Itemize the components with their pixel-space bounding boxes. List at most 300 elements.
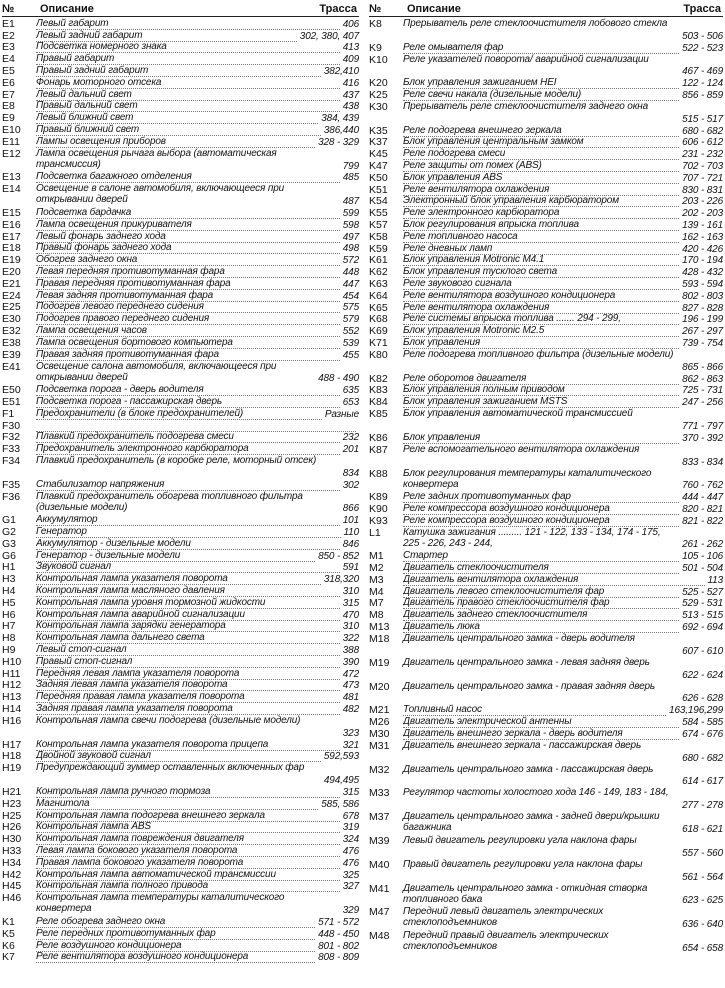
- component-code: K8: [369, 18, 382, 30]
- table-row: [2, 219, 359, 231]
- table-row: [369, 609, 723, 621]
- component-route: 231 - 232: [682, 149, 723, 161]
- component-route: 501 - 504: [682, 563, 723, 575]
- table-row: [2, 172, 359, 184]
- component-route: 692 - 694: [682, 622, 723, 634]
- component-route: 552: [342, 325, 359, 337]
- component-code: K88: [369, 467, 388, 480]
- component-description: Двигатель внешнего зеркала - пассажирская дверь: [403, 739, 642, 751]
- component-description: Стартер: [403, 550, 679, 562]
- component-description: Контрольная лампа свечи подогрева (дизельные модели): [36, 715, 301, 727]
- component-code: M48: [369, 930, 390, 943]
- component-description: Левый задний габарит: [36, 30, 297, 42]
- component-code: E7: [2, 88, 15, 101]
- component-description: Лампа освещения прикуривателя: [36, 219, 340, 231]
- component-description: Подсветка номерного знака: [36, 41, 340, 53]
- component-description: Правый дальний свет: [36, 100, 340, 112]
- right-column: [369, 2, 723, 954]
- component-code: K51: [369, 183, 388, 196]
- component-description: Контрольная лампа уровня тормозной жидкости: [36, 597, 340, 609]
- component-code: M8: [369, 609, 384, 622]
- table-row: [2, 715, 359, 739]
- component-description: Двойной звуковой сигнал: [36, 750, 321, 762]
- component-description: Контрольная лампа температуры каталитического конвертера: [36, 892, 285, 915]
- left-rows: [2, 18, 359, 963]
- component-description: Реле вентилятора охлаждения: [403, 184, 679, 196]
- component-code: K83: [369, 384, 388, 397]
- component-description: Реле электронного карбюратора: [403, 207, 679, 219]
- component-code: K89: [369, 491, 388, 504]
- table-row: [2, 349, 359, 361]
- component-code: M40: [369, 858, 390, 871]
- component-code: M39: [369, 835, 390, 848]
- component-description: Правый стоп-сигнал: [36, 656, 340, 668]
- component-route: 827 - 828: [682, 302, 723, 314]
- component-description: Передний левый двигатель электрических стеклоподъемников: [403, 906, 604, 929]
- component-description: Топливный насос: [403, 704, 666, 716]
- component-description: Двигатель правого стеклоочистителя фар: [403, 597, 679, 609]
- component-description: Подогрев левого переднего сидения: [36, 301, 340, 313]
- component-code: F35: [2, 478, 21, 491]
- component-code: E21: [2, 277, 21, 290]
- component-code: F34: [2, 455, 21, 468]
- component-description: Левый стоп-сигнал: [36, 644, 340, 656]
- component-code: H23: [2, 797, 22, 810]
- table-row: [369, 408, 723, 432]
- component-description: Реле подогрева смеси: [403, 148, 679, 160]
- component-route: 448: [342, 266, 359, 278]
- table-row: [2, 443, 359, 455]
- table-row: [2, 337, 359, 349]
- component-description: Контрольная лампа зарядки генератора: [36, 620, 340, 632]
- component-route: 802 - 803: [682, 290, 723, 302]
- table-row: [2, 762, 359, 786]
- component-description: Фонарь моторного отсека: [36, 77, 340, 89]
- table-row: [2, 455, 359, 479]
- component-description: Блок управления зажиганием MSTS: [403, 396, 679, 408]
- component-description: Двигатель центрального замка - откидная створка топливного бака: [403, 882, 648, 905]
- component-code: E18: [2, 242, 21, 255]
- component-route: 113: [707, 574, 723, 586]
- component-code: K84: [369, 396, 388, 409]
- component-description: Задняя левая лампа указателя поворота: [36, 679, 340, 691]
- component-code: H1: [2, 561, 16, 574]
- component-code: M1: [369, 550, 384, 563]
- component-route: 498: [342, 243, 359, 255]
- component-code: E24: [2, 289, 21, 302]
- component-code: K30: [369, 100, 388, 113]
- component-route: 575: [342, 302, 359, 314]
- component-route: 310: [342, 621, 359, 633]
- component-description: Правая задняя противотуманная фара: [36, 349, 340, 361]
- component-description: Реле задних противотуманных фар: [403, 491, 679, 503]
- table-row: [2, 786, 359, 798]
- component-route: 444 - 447: [682, 492, 723, 504]
- table-row: [2, 53, 359, 65]
- component-route: 571 - 572: [318, 916, 359, 928]
- component-code: K7: [2, 951, 15, 964]
- table-row: [369, 337, 723, 349]
- table-row: [369, 444, 723, 468]
- component-code: M33: [369, 787, 390, 800]
- component-route: 771 - 797: [682, 420, 723, 432]
- component-route: 584 - 585: [682, 717, 723, 729]
- component-route: 760 - 762: [682, 480, 723, 492]
- table-row: [369, 148, 723, 160]
- table-row: [2, 254, 359, 266]
- component-code: H9: [2, 644, 16, 657]
- component-code: H42: [2, 868, 22, 881]
- component-description: Регулятор частоты холостого хода 146 - 149, 183 - 184,: [403, 787, 669, 799]
- component-route: 830 - 831: [682, 184, 723, 196]
- component-code: G3: [2, 537, 17, 550]
- component-route: 476: [342, 846, 359, 857]
- component-route: 801 - 802: [318, 940, 359, 952]
- component-code: K93: [369, 514, 388, 527]
- component-route: 247 - 256: [682, 397, 723, 409]
- component-route: 674 - 676: [682, 728, 723, 740]
- component-code: K64: [369, 289, 388, 302]
- table-row: [2, 302, 359, 314]
- table-row: [2, 290, 359, 302]
- component-code: L1: [369, 526, 381, 539]
- component-route: 437: [342, 89, 359, 101]
- component-code: E15: [2, 206, 21, 219]
- table-row: [369, 231, 723, 243]
- component-description: Левый фонарь заднего хода: [36, 231, 340, 243]
- component-route: Разные: [324, 408, 359, 420]
- component-description: Блок регулирования температуры каталитического конвертера: [403, 467, 652, 490]
- component-description: Стабилизатор напряжения: [36, 479, 340, 491]
- component-route: 110: [343, 527, 359, 539]
- table-row: [2, 491, 359, 515]
- component-description: Освещение в салоне автомобиля, включающееся при открывании дверей: [36, 183, 285, 206]
- component-route: 513 - 515: [682, 610, 723, 622]
- component-description: Генератор - дизельные модели: [36, 550, 315, 562]
- component-route: 866: [342, 503, 359, 515]
- component-code: E32: [2, 324, 21, 337]
- component-description: Левая лампа бокового указателя поворота: [36, 845, 340, 857]
- component-route: 310: [342, 586, 359, 598]
- component-description: Реле передних противотуманных фар: [36, 928, 315, 940]
- component-route: 856 - 859: [682, 89, 723, 101]
- table-row: [369, 77, 723, 89]
- component-code: H10: [2, 655, 22, 668]
- component-route: 488 - 490: [318, 373, 359, 385]
- component-description: Левая передняя противотуманная фара: [36, 266, 340, 278]
- table-row: [2, 656, 359, 668]
- table-row: [2, 243, 359, 255]
- table-row: [2, 751, 359, 763]
- component-description: Контрольная лампа указателя поворота: [36, 573, 321, 585]
- component-code: K87: [369, 443, 388, 456]
- table-row: [2, 77, 359, 89]
- component-description: Контрольная лампа повреждения двигателя: [36, 833, 340, 845]
- component-description: Подогрев правого переднего сидения: [36, 313, 340, 325]
- component-route: 599: [342, 207, 359, 219]
- table-row: [2, 207, 359, 219]
- component-description: Реле компрессора воздушного кондиционера: [403, 515, 679, 527]
- table-row: [369, 633, 723, 657]
- component-code: E41: [2, 360, 21, 373]
- component-description: Плавкий предохранитель подогрева смеси: [36, 431, 340, 443]
- component-route: 203 - 226: [682, 196, 723, 208]
- component-code: E19: [2, 254, 21, 267]
- table-row: [2, 18, 359, 30]
- component-code: K86: [369, 431, 388, 444]
- component-code: K45: [369, 148, 388, 161]
- component-code: M41: [369, 882, 390, 895]
- component-route: 322: [342, 633, 359, 645]
- component-code: H33: [2, 845, 22, 857]
- component-route: 539: [342, 337, 359, 349]
- table-row: [2, 833, 359, 845]
- table-row: [2, 408, 359, 420]
- component-route: 232: [342, 432, 359, 444]
- component-route: 382,410: [323, 65, 359, 77]
- table-row: [2, 325, 359, 337]
- table-row: [369, 550, 723, 562]
- component-description: Реле вентилятора воздушного кондиционера: [36, 951, 315, 963]
- component-code: M7: [369, 597, 384, 610]
- table-row: [2, 479, 359, 491]
- component-description: Правая передняя противотуманная фара: [36, 278, 340, 290]
- component-code: F36: [2, 490, 21, 503]
- component-description: Блок управления Motronic M2.5: [403, 325, 679, 337]
- component-route: 850 - 852: [318, 550, 359, 562]
- component-route: 497: [342, 231, 359, 243]
- component-route: 702 - 703: [682, 160, 723, 172]
- component-code: K20: [369, 77, 388, 90]
- component-code: E14: [2, 183, 21, 196]
- component-route: 846: [342, 538, 359, 550]
- component-code: E9: [2, 112, 15, 125]
- component-description: Двигатель центрального замка - правая задняя дверь: [403, 680, 656, 692]
- component-code: G1: [2, 514, 17, 527]
- component-code: H11: [2, 667, 21, 680]
- table-row: [369, 930, 723, 954]
- component-code: K59: [369, 242, 388, 255]
- header-description: Описание: [407, 3, 461, 15]
- component-route: 833 - 834: [682, 456, 723, 468]
- table-row: [2, 231, 359, 243]
- component-route: 606 - 612: [682, 137, 723, 149]
- component-code: M31: [369, 739, 390, 752]
- component-code: H16: [2, 715, 22, 728]
- component-code: K61: [369, 254, 388, 267]
- component-route: 329: [342, 905, 359, 917]
- component-route: 139 - 161: [682, 219, 723, 231]
- component-route: 261 - 262: [682, 539, 723, 551]
- table-row: [369, 207, 723, 219]
- component-description: Подсветка бардачка: [36, 207, 340, 219]
- component-code: K25: [369, 88, 388, 101]
- table-row: [369, 740, 723, 764]
- component-route: 327: [342, 881, 359, 893]
- table-row: [2, 857, 359, 869]
- table-row: [369, 89, 723, 101]
- component-route: 607 - 610: [682, 645, 723, 657]
- component-route: 319: [342, 822, 359, 834]
- component-route: 163,196,299: [669, 705, 723, 717]
- component-route: 592,593: [323, 751, 359, 763]
- table-row: [369, 562, 723, 574]
- component-description: Плавкий предохранитель (в коробке реле, моторный отсек): [36, 455, 317, 467]
- table-row: [2, 148, 359, 172]
- table-row: [2, 810, 359, 822]
- component-route: 315: [342, 597, 359, 609]
- component-code: H26: [2, 821, 22, 834]
- component-description: Блок управления тусклого света: [403, 266, 679, 278]
- table-row: [2, 550, 359, 562]
- table-row: [2, 822, 359, 834]
- table-row: [2, 585, 359, 597]
- table-row: [2, 42, 359, 54]
- table-row: [2, 940, 359, 952]
- table-row: [2, 798, 359, 810]
- table-row: [2, 573, 359, 585]
- component-route: 799: [342, 160, 359, 172]
- table-row: [369, 704, 723, 716]
- component-description: Лампа освещения часов: [36, 325, 340, 337]
- component-code: F30: [2, 419, 21, 432]
- component-code: E8: [2, 100, 15, 113]
- table-row: [2, 869, 359, 881]
- component-route: 622 - 624: [682, 669, 723, 681]
- table-row: [2, 691, 359, 703]
- component-code: K57: [369, 218, 388, 231]
- component-code: K37: [369, 136, 388, 149]
- component-code: K55: [369, 207, 388, 220]
- component-code: K63: [369, 277, 388, 290]
- component-route: 522 - 523: [682, 42, 723, 54]
- component-description: Правый двигатель регулировки угла наклона фары: [403, 858, 643, 870]
- component-route: 162 - 163: [682, 231, 723, 243]
- component-description: Левая задняя противотуманная фара: [36, 290, 340, 302]
- component-description: Блок управления зажиганием HEI: [403, 77, 679, 89]
- component-description: Двигатель люка: [403, 621, 679, 633]
- component-code: E1: [2, 17, 15, 30]
- table-row: [369, 314, 723, 326]
- component-description: Генератор: [36, 526, 341, 538]
- component-code: H17: [2, 738, 22, 751]
- component-code: K71: [369, 336, 388, 349]
- component-route: 196 - 199: [682, 314, 723, 326]
- component-code: K6: [2, 939, 15, 952]
- component-route: 384, 439: [321, 113, 359, 125]
- component-route: 413: [342, 42, 359, 54]
- component-description: Контрольная лампа полного привода: [36, 880, 340, 892]
- component-route: 406: [342, 18, 359, 30]
- table-row: [2, 668, 359, 680]
- component-route: 654 - 658: [682, 943, 723, 955]
- component-route: 448 - 450: [318, 928, 359, 940]
- component-code: K62: [369, 266, 388, 279]
- component-code: G2: [2, 526, 17, 539]
- table-header: [2, 2, 359, 17]
- table-row: [2, 952, 359, 964]
- component-code: E16: [2, 218, 21, 231]
- table-row: [369, 515, 723, 527]
- component-description: Реле вентилятора воздушного кондиционера: [403, 290, 679, 302]
- component-code: E5: [2, 64, 15, 77]
- table-row: [2, 538, 359, 550]
- table-row: [2, 384, 359, 396]
- component-description: Задняя правая лампа указателя поворота: [36, 703, 340, 715]
- component-route: 579: [342, 314, 359, 326]
- component-route: 267 - 297: [682, 326, 723, 338]
- component-description: Реле системы впрыска топлива ....... 294 - 299,: [403, 313, 679, 325]
- component-description: Двигатель вентилятора охлаждения: [403, 574, 705, 586]
- component-route: 707 - 721: [682, 172, 723, 184]
- table-row: [369, 325, 723, 337]
- component-description: Реле свечи накала (дизельные модели): [403, 89, 679, 101]
- component-code: E13: [2, 171, 21, 184]
- component-description: Контрольная лампа подогрева внешнего зеркала: [36, 810, 340, 822]
- component-description: Реле подогрева внешнего зеркала: [403, 125, 679, 137]
- table-row: [369, 859, 723, 883]
- component-code: E39: [2, 348, 21, 361]
- table-row: [2, 514, 359, 526]
- table-row: [2, 361, 359, 385]
- table-row: [369, 54, 723, 78]
- table-row: [2, 597, 359, 609]
- component-route: 277 - 278: [682, 800, 723, 812]
- table-row: [2, 65, 359, 77]
- component-description: Реле компрессора воздушного кондиционера: [403, 503, 679, 515]
- component-route: 390: [342, 656, 359, 668]
- component-code: M26: [369, 716, 390, 729]
- component-description: Блок управления: [403, 337, 679, 349]
- table-row: [369, 527, 723, 551]
- table-row: [369, 196, 723, 208]
- component-route: 388: [342, 645, 359, 657]
- table-row: [2, 609, 359, 621]
- component-description: Правый габарит: [36, 53, 340, 65]
- component-route: 585, 586: [321, 798, 359, 810]
- component-code: K80: [369, 348, 388, 361]
- component-code: M2: [369, 562, 384, 575]
- table-row: [2, 30, 359, 42]
- component-code: K35: [369, 124, 388, 137]
- component-description: Катушка зажигания ......... 121 - 122, 133 - 134, 174 - 175, 225 - 226, 243 - 244,: [403, 526, 661, 549]
- component-code: H14: [2, 703, 22, 716]
- component-route: 561 - 564: [682, 871, 723, 883]
- component-description: Двигатель стеклоочистителя: [403, 562, 679, 574]
- table-row: [369, 278, 723, 290]
- component-route: 598: [342, 219, 359, 231]
- table-row: [2, 621, 359, 633]
- table-row: [369, 172, 723, 184]
- component-description: Реле обогрева заднего окна: [36, 916, 315, 928]
- component-route: 409: [342, 54, 359, 66]
- component-route: 678: [342, 810, 359, 822]
- table-row: [2, 845, 359, 857]
- table-row: [2, 632, 359, 644]
- component-code: K50: [369, 171, 388, 184]
- component-description: Реле топливного насоса: [403, 231, 679, 243]
- component-route: 503 - 506: [682, 30, 723, 42]
- component-route: 328 - 329: [318, 136, 359, 148]
- component-description: Передний правый двигатель электрических стеклоподъемников: [403, 930, 609, 953]
- component-route: 618 - 621: [682, 824, 723, 836]
- component-route: 476: [342, 857, 359, 869]
- table-row: [2, 396, 359, 408]
- header-number: №: [369, 3, 382, 15]
- component-route: 302: [342, 479, 359, 491]
- header-description: Описание: [40, 3, 94, 15]
- component-code: H21: [2, 786, 22, 799]
